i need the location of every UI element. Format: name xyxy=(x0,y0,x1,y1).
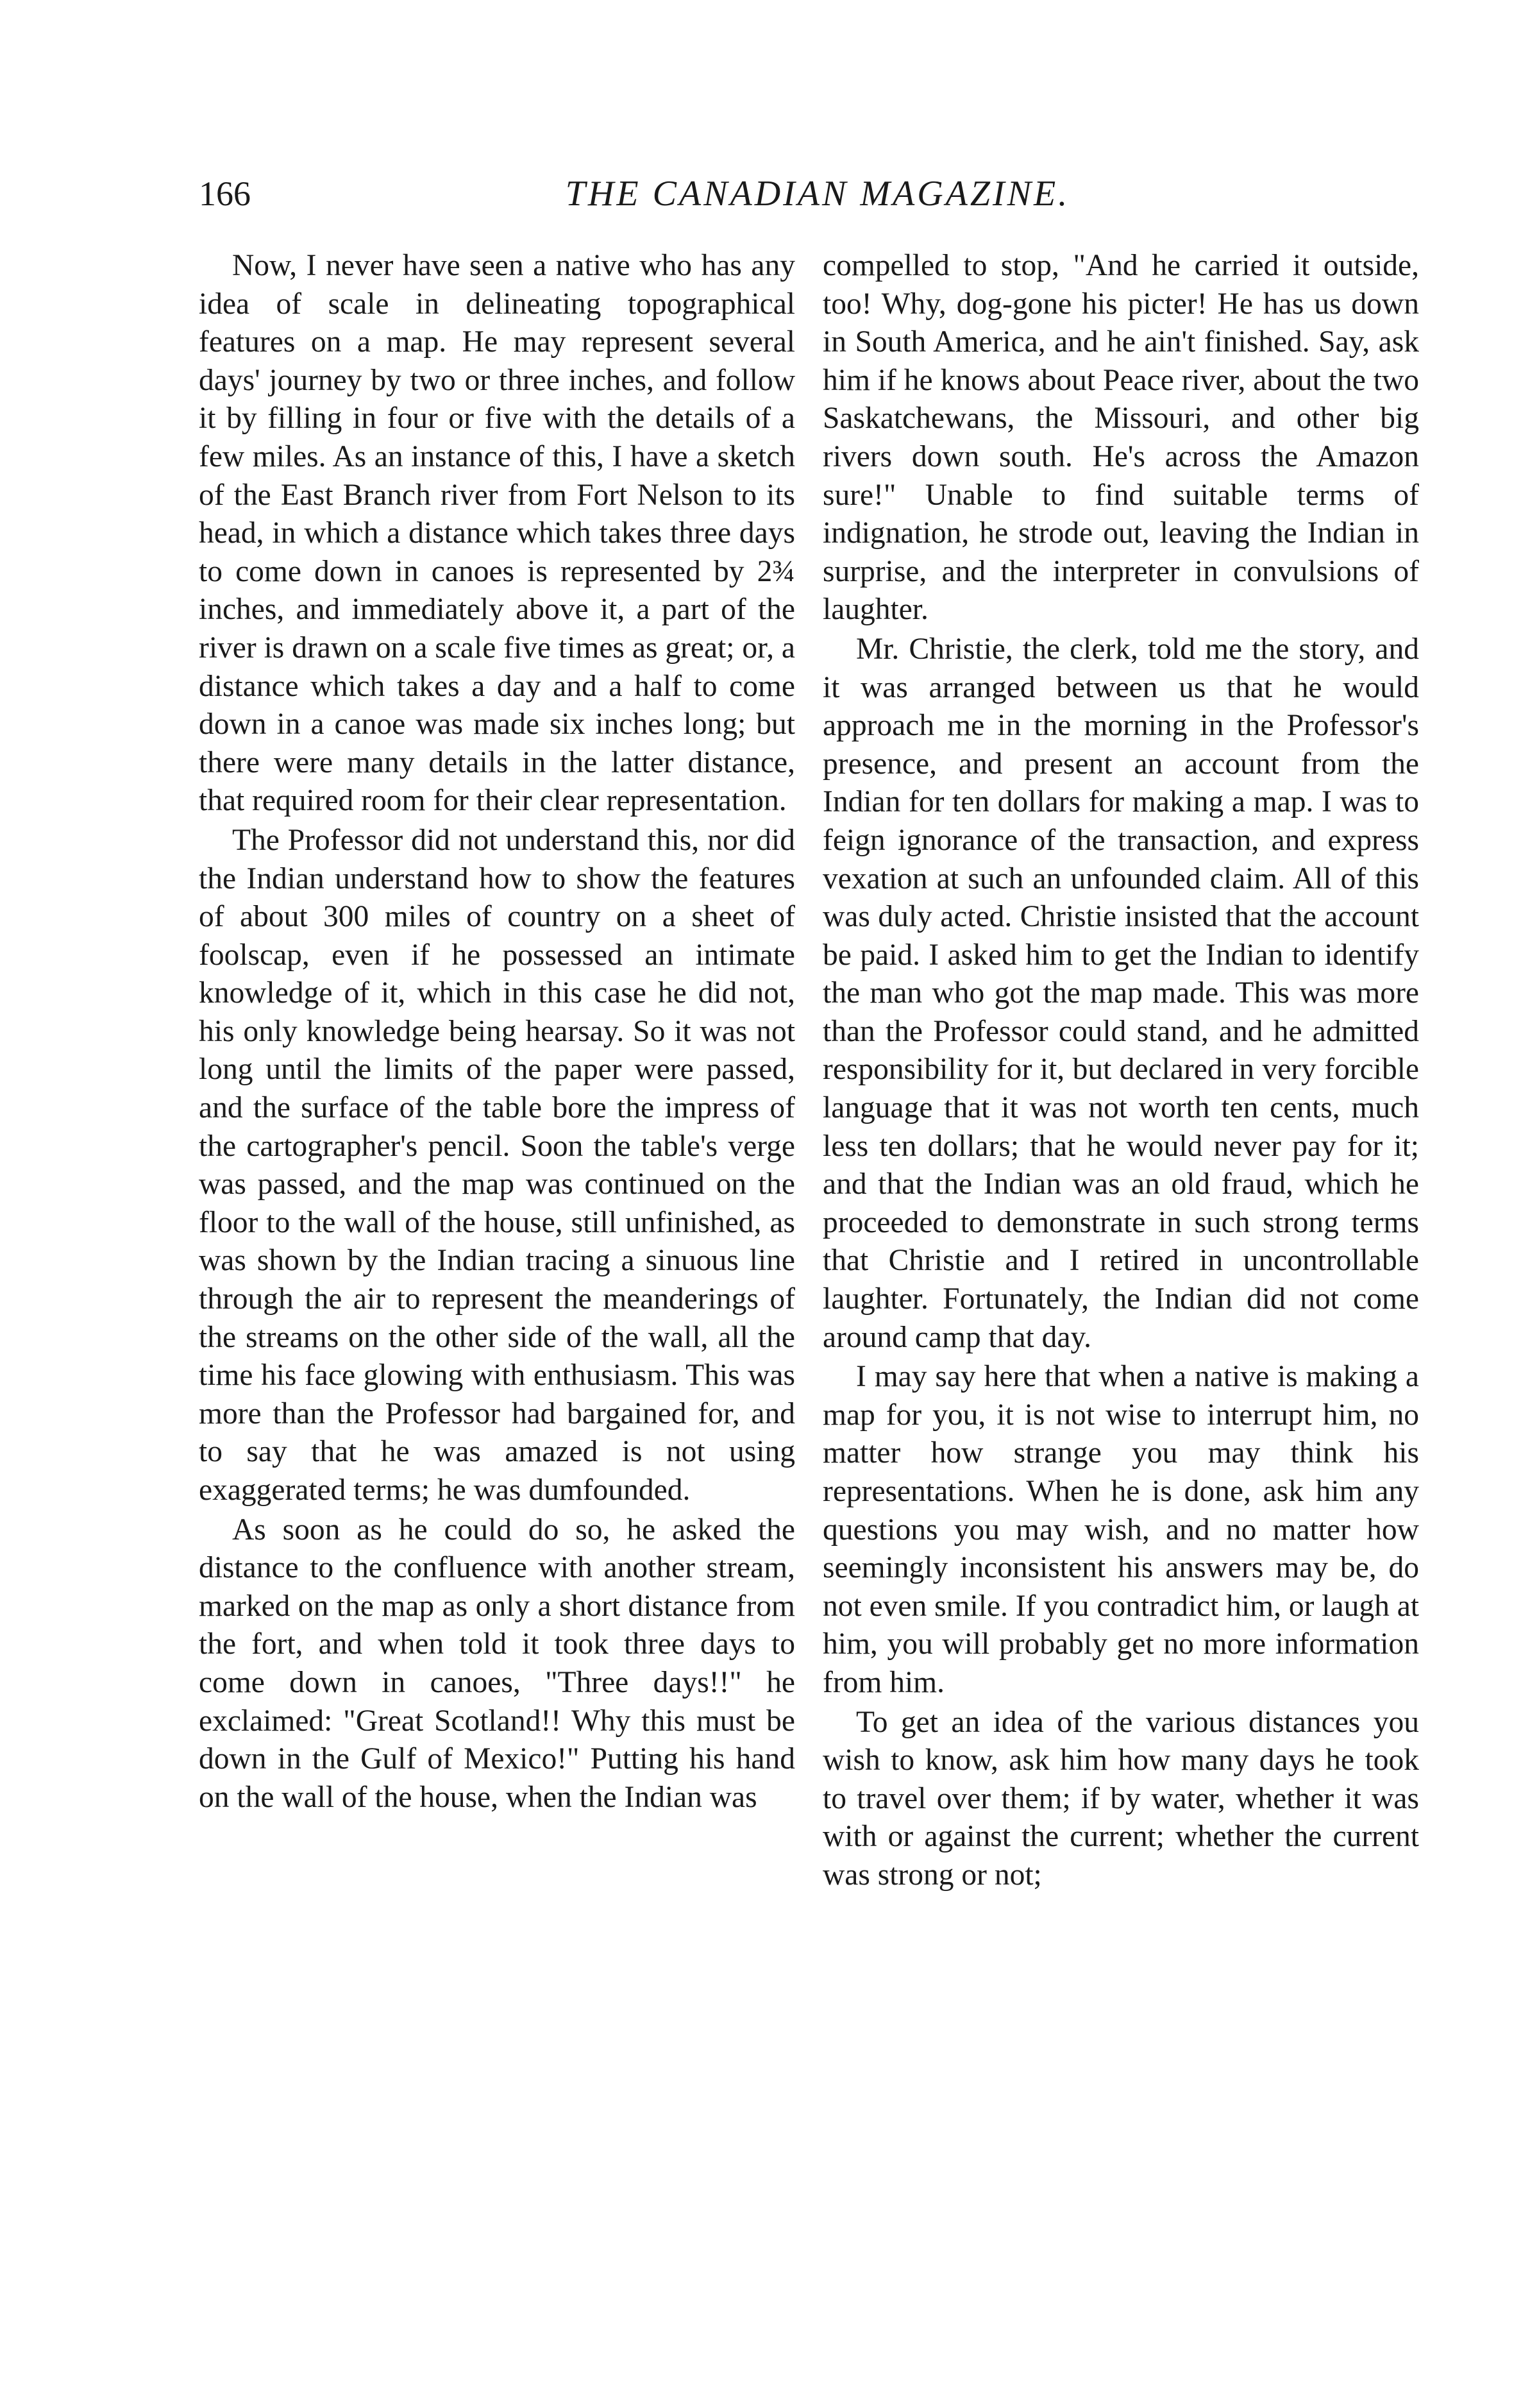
paragraph-professor: The Professor did not understand this, nor did the Indian understand how to show the features of about 300 miles of country on a sheet of foolscap, even if he possessed an intimate knowledge of it, which in this case he did not, his only knowledge being hearsay. So it was not long until the limits of the paper were passed, and the surface of the table bore the impress of the cartographer's pencil. Soon the table's verge was passed, and the map was continued on the floor to the wall of the house, still unfinished, as was shown by the Indian tracing a sinuous line through the air to represent the meanderings of the streams on the other side of the wall, all the time his face glowing with enthusiasm. This was more than the Professor had bargained for, and to say that he was amazed is not using exaggerated terms; he was dumfounded. xyxy=(199,823,795,1507)
page-number: 166 xyxy=(199,174,251,213)
paragraph-distances: To get an idea of the various distances you wish to know, ask him how many days he took to travel over them; if by water, whether it was with or against the current; whether the current was strong or not; xyxy=(823,1705,1419,1892)
right-column xyxy=(823,247,1419,1895)
paragraph-advice: I may say here that when a native is making a map for you, it is not wise to interrupt him, no matter how strange you may think his representations. When he is done, ask him any questions you may wish, and no matter how seemingly inconsistent his answers may be, do not even smile. If you contradict him, or laugh at him, you will probably get no more information from him. xyxy=(823,1360,1419,1699)
paragraph-confluence: As soon as he could do so, he asked the distance to the confluence with another stream, marked on the map as only a short distance from the fort, and when told it took three days to come down in canoes, "Three days!!" he exclaimed: "Great Scotland!! Why this must be down in the Gulf of Mexico!" Putting his hand on the wall of the house, when the Indian was xyxy=(199,1513,795,1814)
page-header xyxy=(199,168,1436,219)
paragraph-christie: Mr. Christie, the clerk, told me the story, and it was arranged between us that he would approach me in the morning in the Professor's presence, and present an account from the Indian for ten dollars for making a map. I was to feign ignorance of the transaction, and express vexation at such an unfounded claim. All of this was duly acted. Christie insisted that the account be paid. I asked him to get the Indian to identify the man who got the map made. This was more than the Professor could stand, and he admitted responsibility for it, but declared in very forcible language that it was not worth ten cents, much less ten dollars; that he would never pay for it; and that the Indian was an old fraud, which he proceeded to demonstrate in such strong terms that Christie and I retired in uncontrollable laughter. Fortunately, the Indian did not come around camp that day. xyxy=(823,632,1419,1354)
paragraph-continued: compelled to stop, "And he carried it outside, too! Why, dog-gone his picter! He has us down in South America, and he ain't finished. Say, ask him if he knows about Peace river, about the two Saskatchewans, the Missouri, and other big rivers down south. He's across the Amazon sure!" Unable to find suitable terms of indignation, he strode out, leaving the Indian in surprise, and the interpreter in convulsions of laughter. xyxy=(823,249,1419,627)
running-title: THE CANADIAN MAGAZINE. xyxy=(565,174,1070,214)
paragraph-scale: Now, I never have seen a native who has any idea of scale in delineating topographical features on a map. He may represent several days' journey by two or three inches, and follow it by filling in four or five with the details of a few miles. As an instance of this, I have a sketch of the East Branch river from Fort Nelson to its head, in which a distance which takes three days to come down in canoes is represented by 2¾ inches, and immediately above it, a part of the river is drawn on a scale five times as great; or, a distance which takes a day and a half to come down in a canoe was made six inches long; but there were many details in the latter distance, that required room for their clear representation. xyxy=(199,249,795,818)
left-column xyxy=(199,247,795,1817)
